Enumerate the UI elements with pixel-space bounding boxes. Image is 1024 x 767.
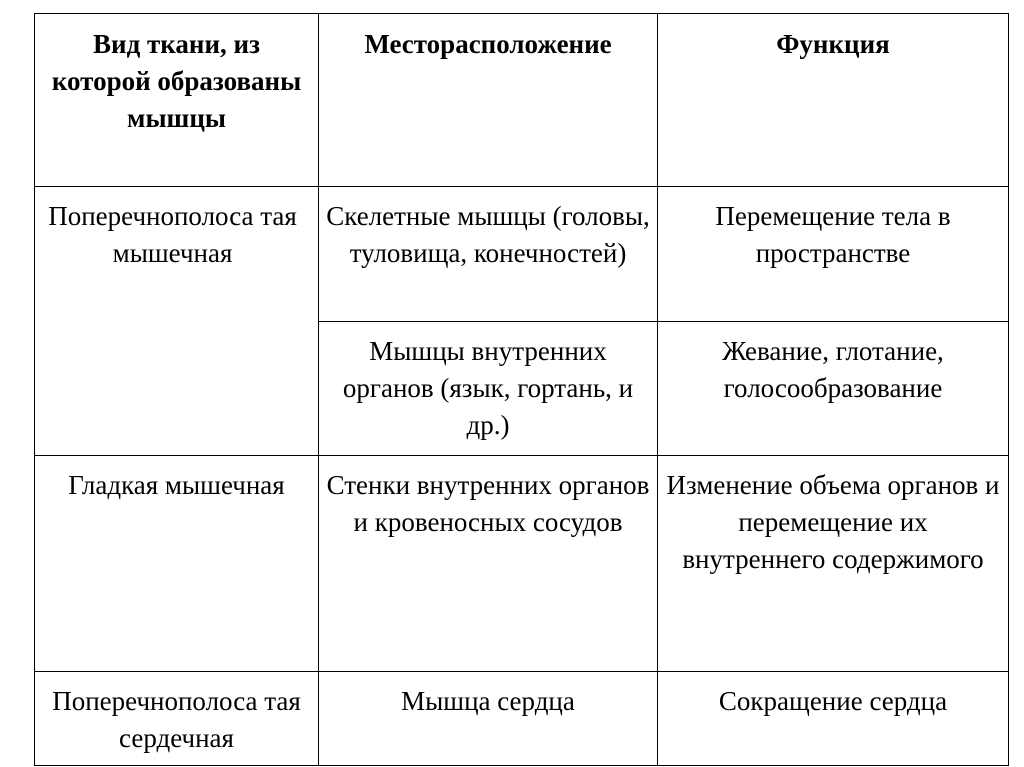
location-label: Мышцы внутренних органов (язык, гортань, и др.) [342, 336, 634, 440]
tissue-label: Гладкая мышечная [68, 470, 285, 500]
cell-location [319, 672, 658, 766]
cell-location [319, 187, 658, 322]
cell-function [658, 672, 1009, 766]
cell-function [658, 322, 1009, 456]
tissue-label: Поперечнополоса тая мышечная [48, 201, 297, 268]
function-label: Сокращение сердца [718, 686, 948, 716]
cell-function [658, 187, 1009, 322]
location-label: Мышца сердца [401, 686, 575, 716]
function-label: Жевание, глотание, голосообразование [722, 336, 944, 403]
cell-tissue-cardiac [35, 672, 319, 766]
header-location [319, 14, 658, 187]
tissue-label: Поперечнополоса тая сердечная [52, 686, 301, 753]
table-row [35, 672, 1009, 766]
table-row [35, 456, 1009, 672]
function-label: Перемещение тела в пространстве [715, 201, 951, 268]
function-label: Изменение объема органов и перемещение их внутреннего содержимого [666, 470, 1000, 574]
location-label: Стенки внутренних органов и кровеносных сосудов [326, 470, 650, 537]
location-label: Скелетные мышцы (головы, туловища, конечностей) [326, 201, 650, 268]
table-row [35, 187, 1009, 322]
cell-tissue-smooth [35, 456, 319, 672]
cell-function [658, 456, 1009, 672]
header-tissue-type-label: Вид ткани, из которой образованы мышцы [51, 29, 302, 133]
table-header-row [35, 14, 1009, 187]
header-function-label: Функция [776, 29, 890, 59]
cell-location [319, 322, 658, 456]
header-location-label: Месторасположение [364, 29, 612, 59]
muscle-tissue-table [34, 13, 1009, 766]
header-tissue-type [35, 14, 319, 187]
header-function [658, 14, 1009, 187]
cell-tissue-striated [35, 187, 319, 456]
cell-location [319, 456, 658, 672]
